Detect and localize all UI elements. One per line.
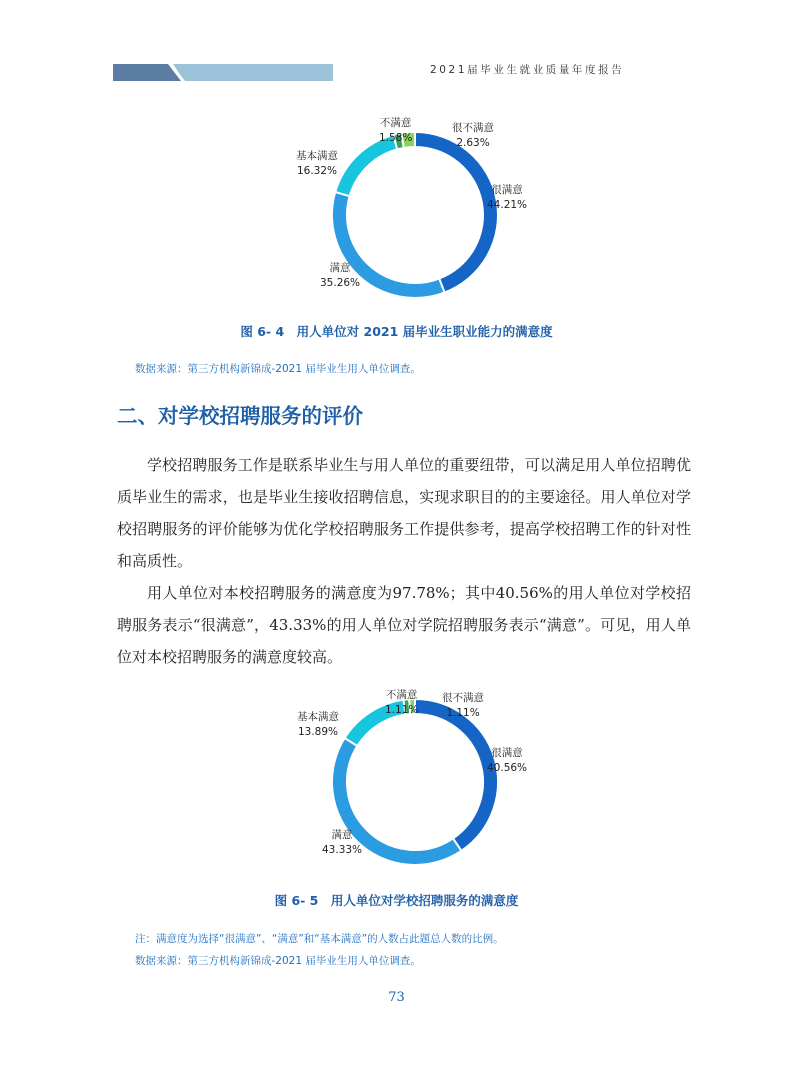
chart1-label-satisfied-value: 35.26% [320, 277, 361, 289]
chart1-label-unsatisfied-name: 不满意 [379, 117, 412, 129]
chart1-label-basic [296, 149, 338, 179]
figure-6-4-caption: 图 6- 4 用人单位对 2021 届毕业生职业能力的满意度 [240, 324, 553, 339]
chart1-label-satisfied [320, 261, 360, 291]
chart1-label-very-unsatisfied-name: 很不满意 [452, 122, 494, 134]
chart1-label-very-unsatisfied [452, 121, 494, 151]
chart1-label-unsatisfied [379, 116, 412, 146]
paragraph-2: 用人单位对本校招聘服务的满意度为97.78%；其中40.56%的用人单位对学校招聘服务表示“很满意”，43.33%的用人单位对学院招聘服务表示“满意”。可见，用人单位对本校招聘服务的满意度较高。 [117, 584, 691, 666]
chart2-label-very-satisfied-name: 很满意 [491, 747, 523, 759]
chart2-label-satisfied-name: 满意 [331, 829, 353, 841]
chart1-label-basic-name: 基本满意 [296, 150, 338, 162]
header-decoration [113, 64, 333, 81]
chart1-label-unsatisfied-value: 1.58% [379, 132, 413, 144]
chart1-label-very-satisfied-value: 44.21% [487, 199, 528, 211]
chart2-label-satisfied-value: 43.33% [322, 844, 363, 856]
paragraph-1: 学校招聘服务工作是联系毕业生与用人单位的重要纽带，可以满足用人单位招聘优质毕业生的需求，也是毕业生接收招聘信息，实现求职目的的主要途径。用人单位对学校招聘服务的评价能够为优化学校招聘服务工作提供参考，提高学校招聘工作的针对性和高质性。 [117, 456, 691, 570]
chart1-label-basic-value: 16.32% [296, 165, 338, 177]
chart1-label-very-unsatisfied-value: 2.63% [456, 137, 490, 149]
chart2-label-satisfied [322, 828, 362, 858]
chart2-label-basic-value: 13.89% [297, 726, 339, 738]
chart1-label-satisfied-name: 满意 [329, 262, 351, 274]
chart2-label-unsatisfied-value: 1.11% [385, 704, 419, 716]
chart2-label-very-satisfied [487, 746, 527, 776]
figure-6-5-caption: 图 6- 5 用人单位对学校招聘服务的满意度 [274, 893, 519, 908]
chart2-label-very-unsatisfied [442, 691, 484, 721]
chart2-label-very-unsatisfied-name: 很不满意 [442, 692, 484, 704]
chart1-label-very-satisfied-name: 很满意 [491, 184, 523, 196]
chart2-label-basic-name: 基本满意 [297, 711, 339, 723]
figure-6-5-note: 注：满意度为选择“很满意”、“满意”和“基本满意”的人数占此题总人数的比例。 [135, 933, 504, 945]
section-heading: 二、对学校招聘服务的评价 [117, 404, 363, 428]
chart1-slice-very-satisfied [415, 132, 498, 293]
report-title: 2021届毕业生就业质量年度报告 [430, 64, 625, 76]
chart2-slice-very-satisfied [415, 699, 498, 851]
chart2-label-unsatisfied-name: 不满意 [385, 689, 418, 701]
page-number: 73 [388, 990, 405, 1005]
chart1-label-very-satisfied [487, 183, 527, 213]
chart2-label-unsatisfied [385, 688, 418, 718]
chart2-label-very-unsatisfied-value: 1.11% [446, 707, 480, 719]
figure-6-4-source: 数据来源：第三方机构新锦成-2021 届毕业生用人单位调查。 [135, 363, 421, 375]
figure-6-5-source: 数据来源：第三方机构新锦成-2021 届毕业生用人单位调查。 [135, 955, 421, 967]
chart2-label-basic [297, 710, 339, 740]
chart2-label-very-satisfied-value: 40.56% [487, 762, 528, 774]
